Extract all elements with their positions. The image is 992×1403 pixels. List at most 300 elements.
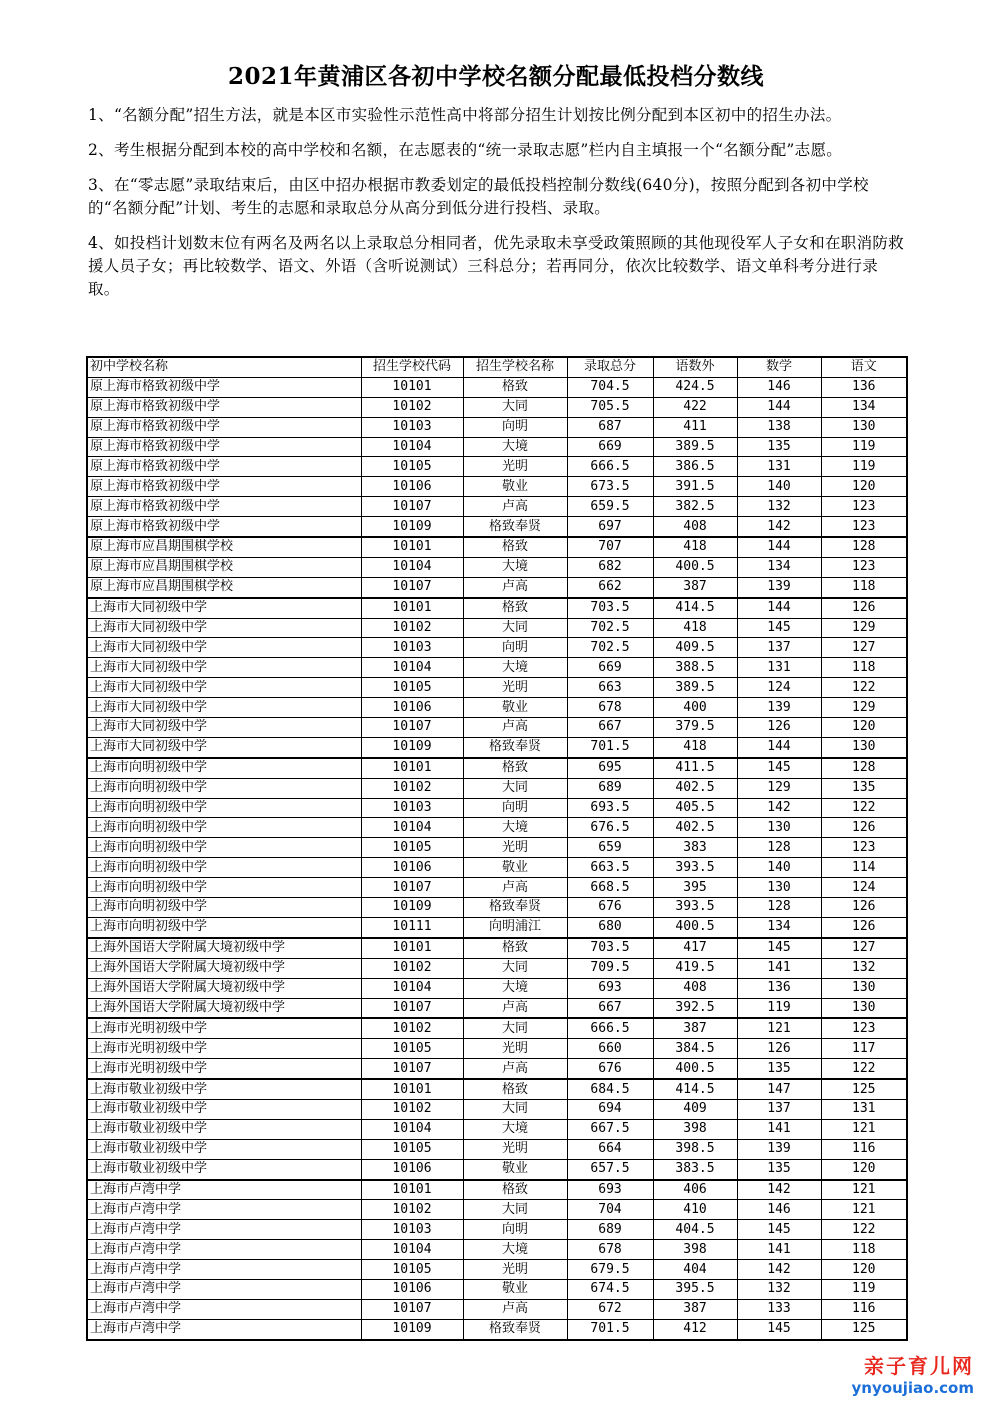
table-row xyxy=(87,917,907,937)
cell-math: 135 xyxy=(737,1059,821,1079)
table-row xyxy=(87,437,907,457)
cell-school: 原上海市格致初级中学 xyxy=(87,497,361,517)
cell-total: 678 xyxy=(567,698,653,718)
cell-school: 上海市大同初级中学 xyxy=(87,638,361,658)
cell-chinese: 121 xyxy=(821,1180,907,1200)
cell-school: 原上海市应昌期围棋学校 xyxy=(87,537,361,557)
cell-total: 684.5 xyxy=(567,1079,653,1099)
cell-chinese: 120 xyxy=(821,1260,907,1280)
cell-chinese: 122 xyxy=(821,798,907,818)
cell-code: 10109 xyxy=(361,1319,463,1339)
cell-target-school: 光明 xyxy=(463,1139,567,1159)
cell-math: 142 xyxy=(737,798,821,818)
notes-section xyxy=(88,104,908,313)
cell-target-school: 卢高 xyxy=(463,1299,567,1319)
table-row xyxy=(87,1260,907,1280)
table-row xyxy=(87,557,907,577)
cell-main-three: 405.5 xyxy=(653,798,737,818)
cell-math: 142 xyxy=(737,517,821,537)
cell-code: 10102 xyxy=(361,778,463,798)
cell-math: 139 xyxy=(737,698,821,718)
cell-code: 10103 xyxy=(361,638,463,658)
cell-math: 126 xyxy=(737,718,821,738)
cell-math: 134 xyxy=(737,917,821,937)
cell-main-three: 400.5 xyxy=(653,557,737,577)
cell-main-three: 398.5 xyxy=(653,1139,737,1159)
cell-math: 145 xyxy=(737,758,821,778)
watermark-cn: 亲子育儿网 xyxy=(864,1354,974,1378)
cell-main-three: 395 xyxy=(653,878,737,898)
cell-code: 10109 xyxy=(361,737,463,757)
cell-total: 667.5 xyxy=(567,1119,653,1139)
cell-main-three: 393.5 xyxy=(653,858,737,878)
cell-main-three: 418 xyxy=(653,537,737,557)
cell-math: 138 xyxy=(737,417,821,437)
cell-total: 659.5 xyxy=(567,497,653,517)
cell-chinese: 116 xyxy=(821,1139,907,1159)
cell-code: 10106 xyxy=(361,1279,463,1299)
cell-chinese: 122 xyxy=(821,1059,907,1079)
cell-chinese: 120 xyxy=(821,477,907,497)
cell-chinese: 127 xyxy=(821,638,907,658)
cell-school: 原上海市应昌期围棋学校 xyxy=(87,577,361,597)
cell-chinese: 122 xyxy=(821,1220,907,1240)
table-row xyxy=(87,517,907,537)
cell-school: 上海市向明初级中学 xyxy=(87,878,361,898)
cell-chinese: 128 xyxy=(821,758,907,778)
table-row xyxy=(87,1180,907,1200)
cell-school: 上海市向明初级中学 xyxy=(87,758,361,778)
cell-total: 664 xyxy=(567,1139,653,1159)
note-4: 4、如投档计划数末位有两名及两名以上录取总分相同者，优先录取未享受政策照顾的其他现役军人子女和在职消防救援人员子女；再比较数学、语文、外语（含听说测试）三科总分；若再同分，依次比较数学、语文单科考分进行录取。 xyxy=(88,234,904,298)
cell-code: 10104 xyxy=(361,1240,463,1260)
cell-total: 672 xyxy=(567,1299,653,1319)
cell-school: 上海外国语大学附属大境初级中学 xyxy=(87,938,361,958)
cell-target-school: 向明 xyxy=(463,1220,567,1240)
cell-code: 10101 xyxy=(361,938,463,958)
note-1: 1、“名额分配”招生方法，就是本区市实验性示范性高中将部分招生计划按比例分配到本区初中的招生办法。 xyxy=(88,106,842,124)
cell-code: 10107 xyxy=(361,1059,463,1079)
header-target-school: 招生学校名称 xyxy=(463,357,567,377)
cell-main-three: 408 xyxy=(653,517,737,537)
cell-total: 682 xyxy=(567,557,653,577)
cell-code: 10106 xyxy=(361,698,463,718)
cell-total: 693 xyxy=(567,978,653,998)
cell-chinese: 125 xyxy=(821,1319,907,1339)
cell-school: 原上海市格致初级中学 xyxy=(87,377,361,397)
cell-chinese: 129 xyxy=(821,618,907,638)
table-row xyxy=(87,737,907,757)
cell-code: 10102 xyxy=(361,958,463,978)
cell-target-school: 卢高 xyxy=(463,878,567,898)
cell-target-school: 敬业 xyxy=(463,1159,567,1179)
cell-school: 上海市敬业初级中学 xyxy=(87,1159,361,1179)
cell-math: 124 xyxy=(737,678,821,698)
table-row xyxy=(87,477,907,497)
cell-chinese: 118 xyxy=(821,577,907,597)
cell-math: 131 xyxy=(737,457,821,477)
cell-main-three: 418 xyxy=(653,618,737,638)
cell-chinese: 123 xyxy=(821,497,907,517)
cell-target-school: 大境 xyxy=(463,1240,567,1260)
cell-main-three: 409.5 xyxy=(653,638,737,658)
cell-main-three: 411 xyxy=(653,417,737,437)
cell-chinese: 122 xyxy=(821,678,907,698)
score-table xyxy=(86,356,908,1341)
cell-chinese: 126 xyxy=(821,598,907,618)
cell-school: 上海市向明初级中学 xyxy=(87,838,361,858)
table-row xyxy=(87,998,907,1018)
cell-target-school: 格致 xyxy=(463,1079,567,1099)
cell-target-school: 格致奉贤 xyxy=(463,1319,567,1339)
cell-total: 679.5 xyxy=(567,1260,653,1280)
cell-chinese: 123 xyxy=(821,557,907,577)
cell-math: 145 xyxy=(737,1319,821,1339)
cell-main-three: 395.5 xyxy=(653,1279,737,1299)
cell-total: 680 xyxy=(567,917,653,937)
cell-total: 701.5 xyxy=(567,737,653,757)
cell-chinese: 124 xyxy=(821,878,907,898)
cell-total: 701.5 xyxy=(567,1319,653,1339)
cell-main-three: 388.5 xyxy=(653,658,737,678)
site-watermark xyxy=(852,1350,974,1397)
cell-main-three: 387 xyxy=(653,1299,737,1319)
cell-total: 667 xyxy=(567,998,653,1018)
cell-total: 705.5 xyxy=(567,397,653,417)
cell-chinese: 132 xyxy=(821,958,907,978)
cell-code: 10107 xyxy=(361,718,463,738)
cell-math: 129 xyxy=(737,778,821,798)
cell-total: 666.5 xyxy=(567,1018,653,1038)
cell-total: 660 xyxy=(567,1039,653,1059)
table-row xyxy=(87,1059,907,1079)
cell-school: 上海市敬业初级中学 xyxy=(87,1139,361,1159)
cell-target-school: 大同 xyxy=(463,1099,567,1119)
cell-school: 上海市大同初级中学 xyxy=(87,618,361,638)
watermark-en: ynyoujiao.com xyxy=(851,1379,974,1397)
cell-school: 上海市卢湾中学 xyxy=(87,1240,361,1260)
table-row xyxy=(87,1159,907,1179)
cell-code: 10109 xyxy=(361,898,463,918)
table-row xyxy=(87,377,907,397)
header-total: 录取总分 xyxy=(567,357,653,377)
cell-math: 135 xyxy=(737,437,821,457)
header-math: 数学 xyxy=(737,357,821,377)
table-row xyxy=(87,638,907,658)
cell-main-three: 392.5 xyxy=(653,998,737,1018)
cell-chinese: 125 xyxy=(821,1079,907,1099)
table-row xyxy=(87,1299,907,1319)
cell-target-school: 光明 xyxy=(463,1039,567,1059)
cell-school: 上海市光明初级中学 xyxy=(87,1059,361,1079)
cell-main-three: 410 xyxy=(653,1200,737,1220)
cell-school: 上海市卢湾中学 xyxy=(87,1319,361,1339)
table-row xyxy=(87,698,907,718)
cell-target-school: 大境 xyxy=(463,1119,567,1139)
cell-main-three: 402.5 xyxy=(653,778,737,798)
cell-school: 上海市向明初级中学 xyxy=(87,778,361,798)
cell-main-three: 398 xyxy=(653,1240,737,1260)
cell-school: 上海市大同初级中学 xyxy=(87,658,361,678)
cell-code: 10104 xyxy=(361,437,463,457)
cell-main-three: 404 xyxy=(653,1260,737,1280)
cell-target-school: 格致 xyxy=(463,758,567,778)
cell-main-three: 400 xyxy=(653,698,737,718)
cell-math: 146 xyxy=(737,377,821,397)
cell-main-three: 414.5 xyxy=(653,598,737,618)
cell-target-school: 向明浦江 xyxy=(463,917,567,937)
cell-main-three: 402.5 xyxy=(653,818,737,838)
cell-math: 139 xyxy=(737,1139,821,1159)
cell-chinese: 131 xyxy=(821,1099,907,1119)
cell-main-three: 418 xyxy=(653,737,737,757)
cell-total: 678 xyxy=(567,1240,653,1260)
cell-code: 10104 xyxy=(361,818,463,838)
cell-math: 145 xyxy=(737,938,821,958)
cell-chinese: 130 xyxy=(821,978,907,998)
cell-school: 上海外国语大学附属大境初级中学 xyxy=(87,958,361,978)
cell-main-three: 383 xyxy=(653,838,737,858)
table-row xyxy=(87,938,907,958)
cell-school: 上海市敬业初级中学 xyxy=(87,1079,361,1099)
cell-school: 上海市向明初级中学 xyxy=(87,818,361,838)
table-row xyxy=(87,537,907,557)
cell-school: 上海市光明初级中学 xyxy=(87,1039,361,1059)
cell-main-three: 391.5 xyxy=(653,477,737,497)
cell-code: 10109 xyxy=(361,517,463,537)
cell-target-school: 大境 xyxy=(463,658,567,678)
cell-target-school: 向明 xyxy=(463,417,567,437)
cell-school: 上海外国语大学附属大境初级中学 xyxy=(87,998,361,1018)
cell-total: 693 xyxy=(567,1180,653,1200)
cell-total: 689 xyxy=(567,1220,653,1240)
cell-code: 10105 xyxy=(361,457,463,477)
cell-school: 上海市卢湾中学 xyxy=(87,1200,361,1220)
cell-math: 145 xyxy=(737,1220,821,1240)
cell-main-three: 414.5 xyxy=(653,1079,737,1099)
cell-total: 669 xyxy=(567,658,653,678)
cell-code: 10111 xyxy=(361,917,463,937)
cell-code: 10102 xyxy=(361,618,463,638)
cell-target-school: 光明 xyxy=(463,838,567,858)
table-row xyxy=(87,1039,907,1059)
cell-main-three: 389.5 xyxy=(653,437,737,457)
cell-total: 676.5 xyxy=(567,818,653,838)
cell-math: 141 xyxy=(737,1119,821,1139)
cell-total: 667 xyxy=(567,718,653,738)
cell-target-school: 卢高 xyxy=(463,1059,567,1079)
table-row xyxy=(87,497,907,517)
cell-math: 130 xyxy=(737,818,821,838)
cell-target-school: 格致 xyxy=(463,537,567,557)
cell-main-three: 412 xyxy=(653,1319,737,1339)
cell-main-three: 387 xyxy=(653,1018,737,1038)
table-row xyxy=(87,878,907,898)
cell-school: 原上海市格致初级中学 xyxy=(87,437,361,457)
cell-target-school: 大同 xyxy=(463,778,567,798)
table-row xyxy=(87,1240,907,1260)
cell-main-three: 411.5 xyxy=(653,758,737,778)
table-row xyxy=(87,618,907,638)
cell-school: 原上海市格致初级中学 xyxy=(87,477,361,497)
cell-code: 10101 xyxy=(361,1180,463,1200)
cell-chinese: 135 xyxy=(821,778,907,798)
cell-code: 10104 xyxy=(361,557,463,577)
cell-target-school: 卢高 xyxy=(463,497,567,517)
cell-math: 142 xyxy=(737,1260,821,1280)
cell-chinese: 126 xyxy=(821,818,907,838)
cell-total: 676 xyxy=(567,1059,653,1079)
cell-chinese: 126 xyxy=(821,917,907,937)
cell-main-three: 406 xyxy=(653,1180,737,1200)
page-title: 2021年黄浦区各初中学校名额分配最低投档分数线 xyxy=(227,63,764,90)
cell-math: 141 xyxy=(737,1240,821,1260)
cell-target-school: 格致奉贤 xyxy=(463,898,567,918)
cell-total: 657.5 xyxy=(567,1159,653,1179)
cell-math: 132 xyxy=(737,497,821,517)
cell-math: 144 xyxy=(737,397,821,417)
table-row xyxy=(87,658,907,678)
cell-total: 674.5 xyxy=(567,1279,653,1299)
cell-total: 703.5 xyxy=(567,598,653,618)
cell-math: 136 xyxy=(737,978,821,998)
table-row xyxy=(87,818,907,838)
cell-total: 687 xyxy=(567,417,653,437)
table-row xyxy=(87,1220,907,1240)
cell-chinese: 130 xyxy=(821,737,907,757)
cell-code: 10101 xyxy=(361,1079,463,1099)
cell-math: 144 xyxy=(737,537,821,557)
cell-chinese: 130 xyxy=(821,417,907,437)
cell-code: 10102 xyxy=(361,397,463,417)
cell-main-three: 389.5 xyxy=(653,678,737,698)
cell-math: 144 xyxy=(737,737,821,757)
cell-chinese: 114 xyxy=(821,858,907,878)
cell-total: 703.5 xyxy=(567,938,653,958)
cell-target-school: 格致奉贤 xyxy=(463,517,567,537)
table-header-row xyxy=(87,357,907,377)
cell-code: 10107 xyxy=(361,998,463,1018)
cell-code: 10102 xyxy=(361,1200,463,1220)
cell-total: 673.5 xyxy=(567,477,653,497)
table-row xyxy=(87,1319,907,1339)
table-row xyxy=(87,778,907,798)
cell-chinese: 120 xyxy=(821,718,907,738)
cell-code: 10106 xyxy=(361,1159,463,1179)
cell-total: 662 xyxy=(567,577,653,597)
cell-main-three: 409 xyxy=(653,1099,737,1119)
cell-chinese: 116 xyxy=(821,1299,907,1319)
cell-main-three: 398 xyxy=(653,1119,737,1139)
table-row xyxy=(87,1119,907,1139)
cell-math: 131 xyxy=(737,658,821,678)
cell-math: 137 xyxy=(737,1099,821,1119)
cell-school: 上海市大同初级中学 xyxy=(87,737,361,757)
cell-total: 702.5 xyxy=(567,618,653,638)
note-2: 2、考生根据分配到本校的高中学校和名额，在志愿表的“统一录取志愿”栏内自主填报一个“名额分配”志愿。 xyxy=(88,141,843,159)
cell-math: 121 xyxy=(737,1018,821,1038)
header-main-three: 语数外 xyxy=(653,357,737,377)
header-school: 初中学校名称 xyxy=(87,357,361,377)
cell-chinese: 128 xyxy=(821,537,907,557)
table-row xyxy=(87,678,907,698)
cell-target-school: 大同 xyxy=(463,958,567,978)
cell-target-school: 格致 xyxy=(463,377,567,397)
cell-main-three: 379.5 xyxy=(653,718,737,738)
cell-main-three: 387 xyxy=(653,577,737,597)
cell-chinese: 119 xyxy=(821,437,907,457)
cell-chinese: 123 xyxy=(821,838,907,858)
cell-target-school: 敬业 xyxy=(463,477,567,497)
cell-target-school: 敬业 xyxy=(463,1279,567,1299)
cell-school: 原上海市格致初级中学 xyxy=(87,457,361,477)
cell-math: 140 xyxy=(737,858,821,878)
cell-target-school: 大同 xyxy=(463,397,567,417)
cell-code: 10102 xyxy=(361,1099,463,1119)
cell-chinese: 136 xyxy=(821,377,907,397)
cell-chinese: 123 xyxy=(821,517,907,537)
cell-total: 707 xyxy=(567,537,653,557)
table-row xyxy=(87,397,907,417)
cell-code: 10104 xyxy=(361,1119,463,1139)
cell-total: 709.5 xyxy=(567,958,653,978)
note-3: 3、在“零志愿”录取结束后，由区中招办根据市教委划定的最低投档控制分数线(640分)，按照分配到各初中学校的“名额分配”计划、考生的志愿和录取总分从高分到低分进行投档、录取。 xyxy=(88,176,869,217)
cell-code: 10105 xyxy=(361,1260,463,1280)
cell-code: 10105 xyxy=(361,838,463,858)
cell-main-three: 382.5 xyxy=(653,497,737,517)
cell-target-school: 大境 xyxy=(463,437,567,457)
cell-math: 139 xyxy=(737,577,821,597)
cell-main-three: 424.5 xyxy=(653,377,737,397)
cell-target-school: 格致 xyxy=(463,598,567,618)
cell-school: 上海市大同初级中学 xyxy=(87,698,361,718)
cell-total: 668.5 xyxy=(567,878,653,898)
cell-target-school: 向明 xyxy=(463,798,567,818)
cell-school: 上海市敬业初级中学 xyxy=(87,1119,361,1139)
cell-school: 上海市卢湾中学 xyxy=(87,1180,361,1200)
cell-code: 10107 xyxy=(361,1299,463,1319)
cell-total: 697 xyxy=(567,517,653,537)
cell-main-three: 408 xyxy=(653,978,737,998)
cell-school: 原上海市应昌期围棋学校 xyxy=(87,557,361,577)
table-row xyxy=(87,858,907,878)
cell-total: 669 xyxy=(567,437,653,457)
cell-main-three: 404.5 xyxy=(653,1220,737,1240)
cell-total: 676 xyxy=(567,898,653,918)
cell-main-three: 422 xyxy=(653,397,737,417)
cell-code: 10106 xyxy=(361,858,463,878)
cell-target-school: 格致 xyxy=(463,1180,567,1200)
cell-code: 10103 xyxy=(361,1220,463,1240)
cell-target-school: 大境 xyxy=(463,978,567,998)
cell-math: 134 xyxy=(737,557,821,577)
cell-math: 141 xyxy=(737,958,821,978)
cell-school: 上海市向明初级中学 xyxy=(87,917,361,937)
cell-chinese: 126 xyxy=(821,898,907,918)
cell-chinese: 134 xyxy=(821,397,907,417)
cell-target-school: 大同 xyxy=(463,1018,567,1038)
cell-target-school: 格致 xyxy=(463,938,567,958)
cell-target-school: 大同 xyxy=(463,1200,567,1220)
cell-code: 10104 xyxy=(361,658,463,678)
cell-chinese: 118 xyxy=(821,1240,907,1260)
cell-school: 上海外国语大学附属大境初级中学 xyxy=(87,978,361,998)
cell-chinese: 121 xyxy=(821,1200,907,1220)
cell-chinese: 119 xyxy=(821,1279,907,1299)
cell-target-school: 光明 xyxy=(463,1260,567,1280)
cell-total: 702.5 xyxy=(567,638,653,658)
table-row xyxy=(87,978,907,998)
